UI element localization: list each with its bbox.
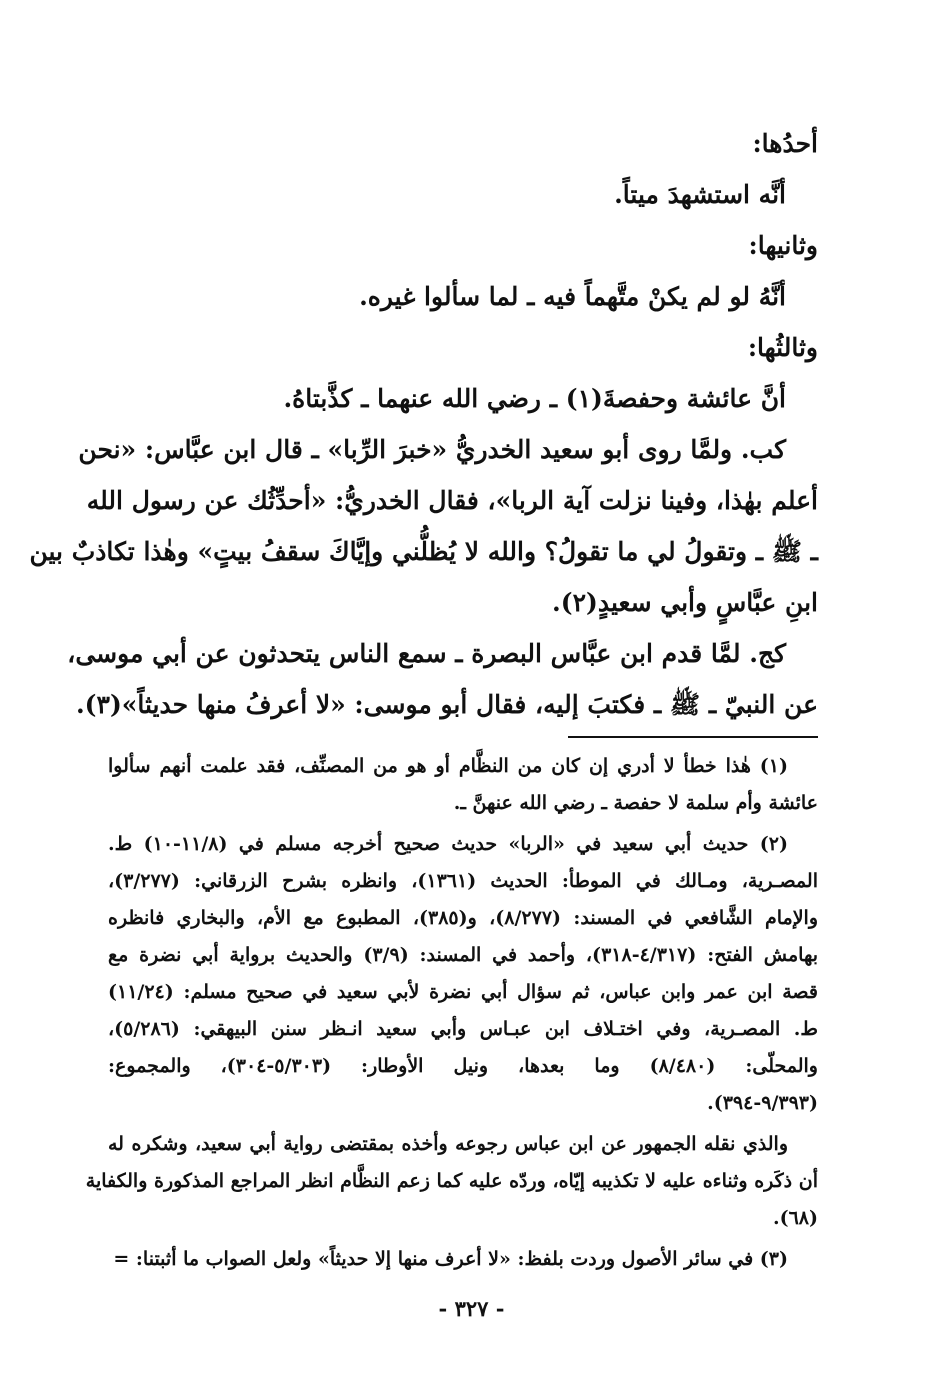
- heading-first: أحدُها:: [752, 129, 818, 158]
- paragraph-kb-line: ـ ﷺ ـ وتقولُ لي ما تقولُ؟ والله لا يُظلُّني وإيَّاكَ سقفُ بيتٍ» وهٰذا تكاذبٌ بين: [29, 537, 818, 566]
- main-text: [29, 118, 818, 730]
- footnote-1-line: عائشة وأم سلمة لا حفصة ـ رضي الله عنهنَّ ـ.: [453, 792, 818, 814]
- footnote-2-line: والإمام الشَّافعي في المسند: (٨/٢٧٧)، و(٣٨٥)، المطبوع مع الأم، والبخاري فانظره: [108, 907, 818, 929]
- footnote-2-line: (٢) حديث أبي سعيد في «الربا» حديث صحيح أخرجه مسلم في (١١/٨-١٠) ط.: [108, 833, 788, 855]
- footnote-2-line: والذي نقله الجمهور عن ابن عباس رجوعه وأخذه بمقتضى رواية أبي سعيد، وشكره له: [108, 1133, 788, 1155]
- footnote-2-line: (٩/٣٩٣-٣٩٤).: [707, 1092, 818, 1114]
- paragraph-kb-line: كب. ولمَّا روى أبو سعيد الخدريُّ «خبرَ الرِّبا» ـ قال ابن عبَّاس: «نحن: [78, 435, 786, 464]
- footnote-2-line: والمحلّى: (٨/٤٨٠) وما بعدها، ونيل الأوطار: (٥/٣٠٣-٣٠٤)، والمجموع:: [108, 1055, 818, 1077]
- paragraph-kj-line: عن النبيّ ـ ﷺ ـ فكتبَ إليه، فقال أبو موسى: «لا أعرفُ منها حديثاً»(٣).: [75, 690, 818, 719]
- footnote-2-line: أن ذكَره وثناءه عليه لا تكذيبه إيّاه، وردّه عليه كما زعم النظَّام انظر المراجع المذكورة والكفاية: [85, 1170, 818, 1192]
- footnote-2-line: قصة ابن عمر وابن عباس، ثم سؤال أبي نضرة لأبي سعيد في صحيح مسلم: (١١/٢٤): [108, 981, 818, 1003]
- paragraph-kj-line: كج. لمَّا قدم ابن عبَّاس البصرة ـ سمع الناس يتحدثون عن أبي موسى،: [67, 639, 786, 668]
- footnotes: [85, 748, 818, 1278]
- footnote-2-line: (٦٨).: [772, 1207, 818, 1229]
- text-line: أنَّ عائشة وحفصةَ(١) ـ رضي الله عنهما ـ كذَّبتاهُ.: [283, 384, 786, 413]
- page-number: - ٣٢٧ -: [438, 1296, 505, 1321]
- footnote-2-line: المصـرية، ومـالك في الموطأ: الحديث (١٣٦١)، وانظره بشرح الزرقاني: (٣/٢٧٧)،: [108, 870, 818, 892]
- heading-second: وثانيها:: [748, 231, 818, 260]
- footnote-1-line: (١) هٰذا خطأ لا أدري إن كان من النظَّام أو هو من المصنِّف، فقد علمت أنهم سألوا: [108, 755, 788, 777]
- footnote-3-line: (٣) في سائر الأصول وردت بلفظ: «لا أعرف منها إلا حديثاً» ولعل الصواب ما أثبتنا: =: [113, 1248, 788, 1270]
- text-line: أنَّهُ لو لم يكنْ متَّهماً فيه ـ لما سألوا غيره.: [359, 282, 786, 311]
- footnote-separator: [108, 730, 818, 748]
- heading-third: وثالثُها:: [747, 333, 818, 362]
- page-body: [29, 118, 818, 1278]
- footnote-2-line: بهامش الفتح: (٤/٣١٧-٣١٨)، وأحمد في المسند: (٣/٩) والحديث برواية أبي نضرة مع: [108, 944, 818, 966]
- text-line: أنَّه استشهدَ ميتاً.: [614, 180, 786, 209]
- footnote-2-line: ط. المصـرية، وفي اختـلاف ابن عبـاس وأبي سعيد انـظر سنن البيهقي: (٥/٢٨٦)،: [108, 1018, 818, 1040]
- paragraph-kb-line: ابنِ عبَّاسٍ وأبي سعيدٍ(٢).: [552, 588, 818, 617]
- paragraph-kb-line: أعلم بهٰذا، وفينا نزلت آية الربا»، فقال الخدريُّ: «أحدِّثُك عن رسول الله: [86, 486, 818, 515]
- separator-rule: [568, 736, 818, 738]
